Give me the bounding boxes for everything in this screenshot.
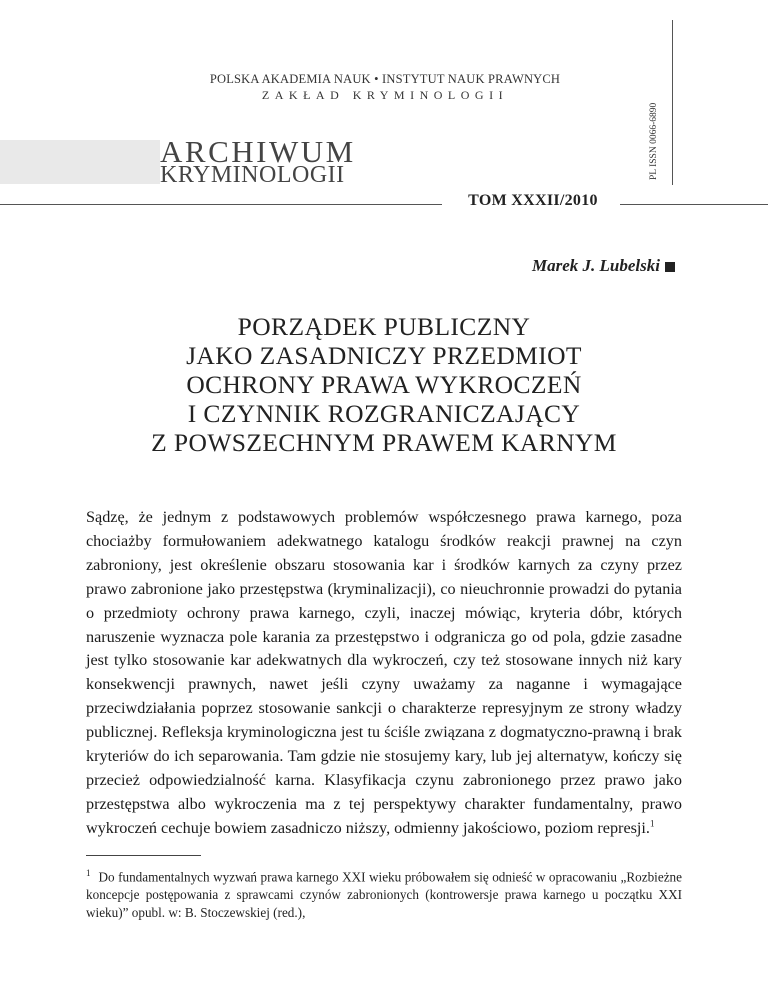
institution-header: POLSKA AKADEMIA NAUK • INSTYTUT NAUK PRAWNYCH [209, 72, 561, 86]
journal-banner [0, 140, 160, 184]
title-line: JAKO ZASADNICZY PRZEDMIOT [186, 341, 582, 370]
author-name: Marek J. Lubelski [532, 256, 660, 275]
title-line: Z POWSZECHNYM PRAWEM KARNYM [151, 428, 617, 457]
footnote-text: Do fundamentalnych wyzwań prawa karnego XXI wieku próbowałem się odnieść w opracowaniu „Rozbieżne koncepcje postępowania z sprawcami czynów zabronionych (kontrowersje prawa karnego u początku XXI wieku)” opubl. w: B. Stoczewskiej (red.), [86, 869, 682, 921]
journal-name-line1: ARCHIWUM [160, 134, 356, 169]
author-marker [665, 262, 675, 272]
title-line: OCHRONY PRAWA WYKROCZEŃ [186, 370, 582, 399]
volume-label: TOM XXXII/2010 [468, 192, 598, 209]
divider-left [0, 204, 442, 205]
article-title [60, 312, 708, 457]
department-header: ZAKŁAD KRYMINOLOGII [261, 88, 509, 102]
footnote-reference[interactable]: 1 [649, 818, 655, 829]
journal-name-line2: KRYMINOLOGII [160, 162, 345, 188]
divider-right [620, 204, 768, 205]
footnote [86, 864, 682, 922]
issn-label: PL ISSN 0066-6890 [649, 102, 659, 180]
footnote-divider [86, 855, 201, 856]
issn-divider [672, 20, 673, 185]
footnote-number: 1 [86, 868, 91, 878]
title-line: PORZĄDEK PUBLICZNY [237, 312, 531, 341]
body-paragraph: Sądzę, że jednym z podstawowych problemów współczesnego prawa karnego, poza chociażby formułowaniem adekwatnego katalogu środków reakcji prawnej na czyn zabroniony, jest określenie obszaru stosowania kar i środków karnych za czyny przez prawo zabronione jako przestępstwa (kryminalizacji), co nieuchronnie prowadzi do pytania o przedmioty ochrony prawa karnego, czyli, inaczej mówiąc, kryteria dóbr, których naruszenie wyznacza pole karania za przestępstwo i odgranicza go od pola, gdzie zasadne jest tylko stosowanie kar adekwatnych dla wykroczeń, czy też stosowane innych niż kary konsekwencji prawnych, nawet jeśli czyny uważamy za naganne i wymagające przeciwdziałania poprzez stosowanie sankcji o charakterze represyjnym ze strony władzy publicznej. Refleksja kryminologiczna jest tu ściśle związana z dogmatyczno-prawną i brak kryteriów do ich separowania. Tam gdzie nie stosujemy kary, lub jej alternatyw, kończy się przecież odpowiedzialność karna. Klasyfikacja czynu zabronionego przez prawo jako przestępstwa albo wykroczenia ma z tej perspektywy charakter fundamentalny, prawo wykroczeń cechuje bowiem zasadniczo niższy, odmienny jakościowo, poziom represji. [86, 508, 682, 837]
article-body [86, 506, 682, 841]
title-line: I CZYNNIK ROZGRANICZAJĄCY [187, 399, 581, 428]
